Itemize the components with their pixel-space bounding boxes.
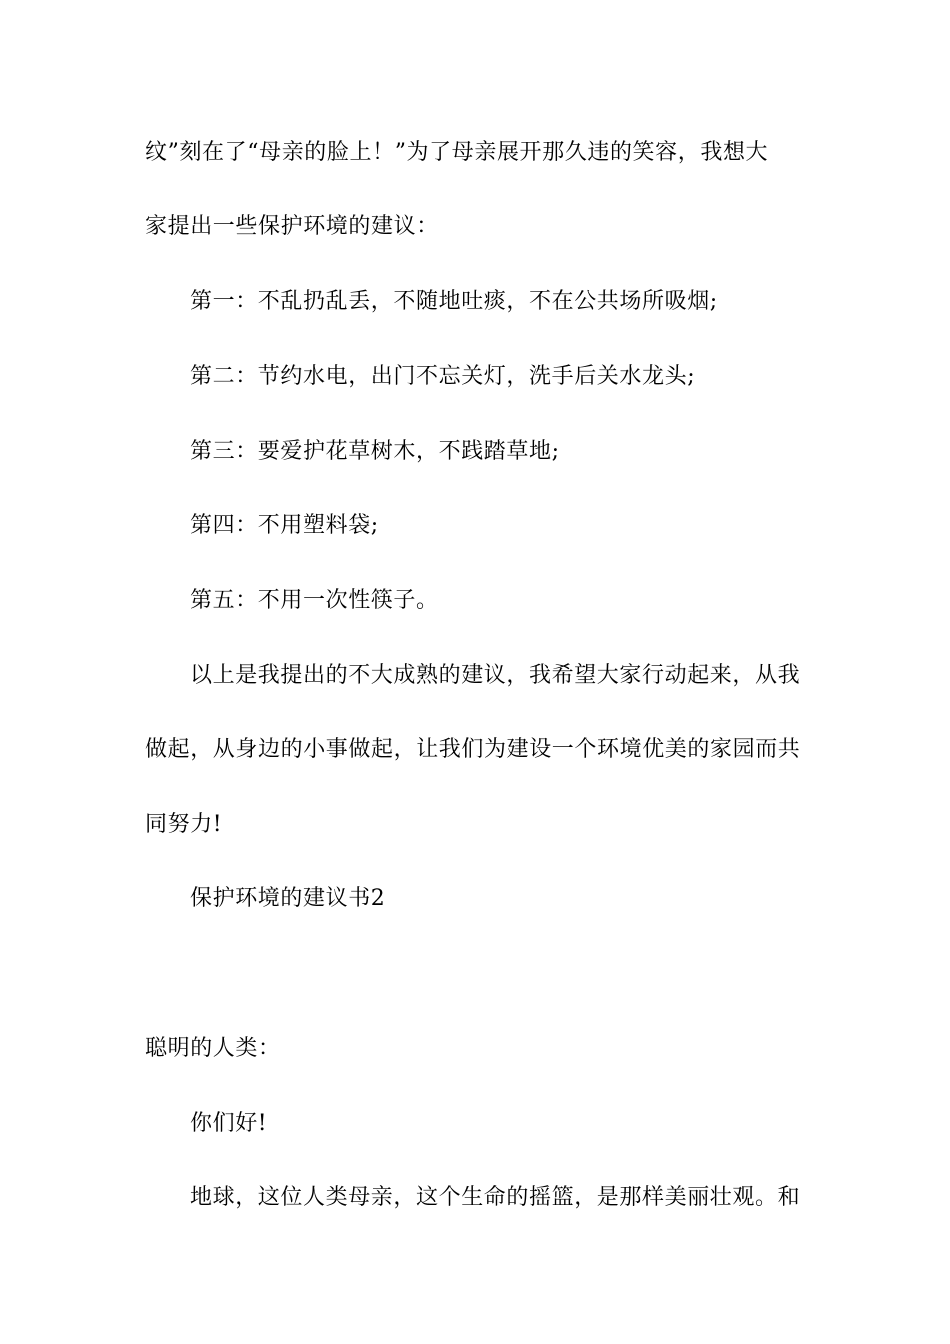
paragraph-line: 做起，从身边的小事做起，让我们为建设一个环境优美的家园而共: [145, 737, 801, 762]
section-title: 保护环境的建议书2: [190, 886, 386, 911]
salutation: 聪明的人类：: [145, 1036, 281, 1061]
suggestion-item-5: 第五：不用一次性筷子。: [190, 588, 439, 613]
paragraph-line: 家提出一些保护环境的建议：: [145, 214, 439, 239]
paragraph-line: 同努力!: [145, 812, 223, 837]
suggestion-item-4: 第四：不用塑料袋;: [190, 513, 379, 538]
greeting: 你们好!: [190, 1111, 268, 1136]
paragraph-line: 地球，这位人类母亲，这个生命的摇篮，是那样美丽壮观。和: [190, 1185, 801, 1210]
suggestion-item-1: 第一：不乱扔乱丢，不随地吐痰，不在公共场所吸烟;: [190, 289, 718, 314]
suggestion-item-3: 第三：要爱护花草树木，不践踏草地;: [190, 439, 560, 464]
paragraph-line: 以上是我提出的不大成熟的建议，我希望大家行动起来，从我: [190, 663, 801, 688]
suggestion-item-2: 第二：节约水电，出门不忘关灯，洗手后关水龙头;: [190, 364, 696, 389]
paragraph-line: 纹”刻在了“母亲的脸上！”为了母亲展开那久违的笑容，我想大: [145, 140, 769, 165]
